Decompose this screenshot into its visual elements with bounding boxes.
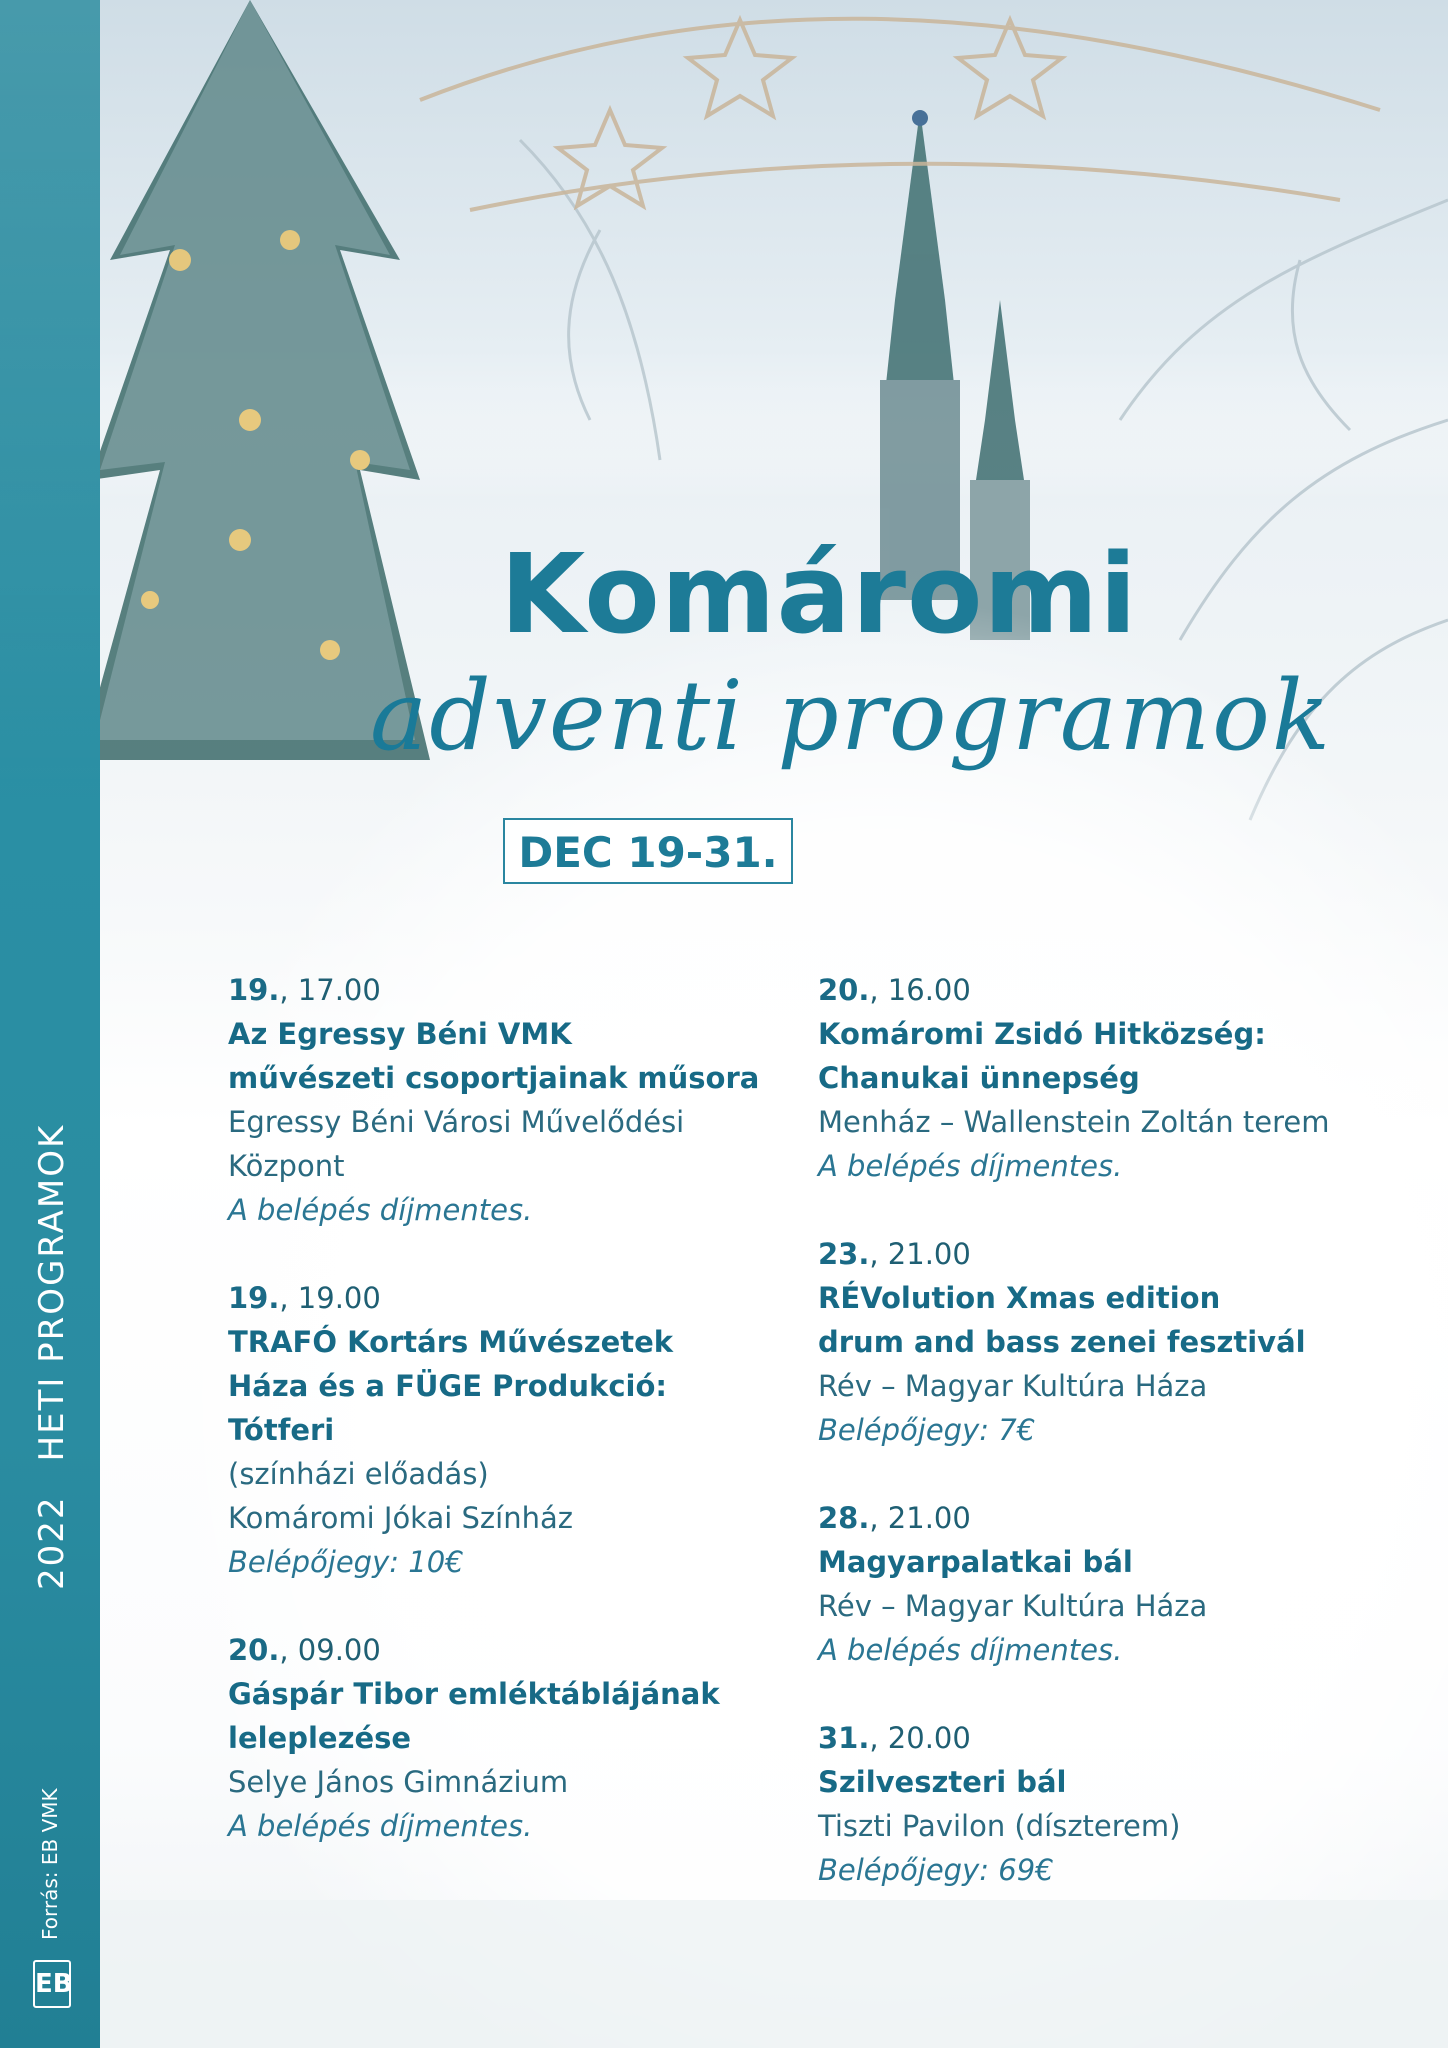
- event-day: 20.: [228, 1633, 280, 1667]
- event-time: , 21.00: [869, 1501, 971, 1535]
- event-date-time: [818, 1496, 1378, 1540]
- event-title: Az Egressy Béni VMK: [228, 1017, 572, 1051]
- event-item: [818, 1716, 1378, 1892]
- event-title: Magyarpalatkai bál: [818, 1545, 1133, 1579]
- event-item: [818, 1232, 1378, 1452]
- event-title: RÉVolution Xmas edition: [818, 1281, 1221, 1315]
- event-time: , 20.00: [869, 1721, 971, 1755]
- event-entry-note: A belépés díjmentes.: [818, 1633, 1123, 1667]
- eb-logo-icon: EB: [33, 1960, 71, 2008]
- event-title: drum and bass zenei fesztivál: [818, 1325, 1306, 1359]
- event-day: 28.: [818, 1501, 870, 1535]
- date-range-badge: DEC 19-31.: [503, 818, 793, 884]
- event-date-time: [818, 1232, 1378, 1276]
- event-entry-note: A belépés díjmentes.: [228, 1809, 533, 1843]
- event-day: 19.: [228, 1281, 280, 1315]
- event-title: Komáromi Zsidó Hitközség:: [818, 1017, 1266, 1051]
- event-item: [818, 968, 1378, 1188]
- event-entry-note: A belépés díjmentes.: [818, 1149, 1123, 1183]
- event-date-time: [818, 1716, 1378, 1760]
- event-title: leleplezése: [228, 1721, 412, 1755]
- sidebar-heading: [32, 1124, 72, 1590]
- page-title: Komáromi: [500, 530, 1138, 658]
- events-right-column: [818, 968, 1378, 1936]
- event-day: 31.: [818, 1721, 870, 1755]
- event-day: 19.: [228, 973, 280, 1007]
- event-venue: Selye János Gimnázium: [228, 1765, 569, 1799]
- event-time: , 17.00: [279, 973, 381, 1007]
- page-subtitle: adventi programok: [370, 660, 1333, 772]
- event-title: Chanukai ünnepség: [818, 1061, 1140, 1095]
- event-venue: Egressy Béni Városi Művelődési: [228, 1105, 685, 1139]
- event-time: , 16.00: [869, 973, 971, 1007]
- event-venue: Komáromi Jókai Színház: [228, 1501, 573, 1535]
- event-venue: Menház – Wallenstein Zoltán terem: [818, 1105, 1330, 1139]
- event-title: Szilveszteri bál: [818, 1765, 1067, 1799]
- sidebar-source: Forrás: EB VMK: [38, 1788, 62, 1940]
- event-entry-note: A belépés díjmentes.: [228, 1193, 533, 1227]
- sidebar-year: 2022: [32, 1495, 72, 1590]
- event-item: [228, 968, 788, 1232]
- event-entry-note: Belépőjegy: 10€: [228, 1545, 464, 1579]
- event-venue: Rév – Magyar Kultúra Háza: [818, 1589, 1208, 1623]
- sidebar-texture: [0, 0, 100, 900]
- event-date-time: [228, 1628, 788, 1672]
- event-date-time: [228, 1276, 788, 1320]
- event-day: 23.: [818, 1237, 870, 1271]
- event-entry-note: Belépőjegy: 7€: [818, 1413, 1036, 1447]
- event-venue: Rév – Magyar Kultúra Háza: [818, 1369, 1208, 1403]
- event-time: , 19.00: [279, 1281, 381, 1315]
- events-left-column: [228, 968, 788, 1892]
- event-title: Háza és a FÜGE Produkció:: [228, 1369, 667, 1403]
- event-title: TRAFÓ Kortárs Művészetek: [228, 1325, 674, 1359]
- event-date-time: [818, 968, 1378, 1012]
- sidebar-section: HETI PROGRAMOK: [32, 1123, 72, 1462]
- event-venue: (színházi előadás): [228, 1457, 489, 1491]
- event-item: [228, 1276, 788, 1584]
- event-entry-note: Belépőjegy: 69€: [818, 1853, 1054, 1887]
- event-venue: Központ: [228, 1149, 345, 1183]
- event-item: [818, 1496, 1378, 1672]
- event-title: művészeti csoportjainak műsora: [228, 1061, 760, 1095]
- event-date-time: [228, 968, 788, 1012]
- event-item: [228, 1628, 788, 1848]
- event-title: Gáspár Tibor emléktáblájának: [228, 1677, 720, 1711]
- event-title: Tótferi: [228, 1413, 335, 1447]
- event-venue: Tiszti Pavilon (díszterem): [818, 1809, 1181, 1843]
- event-day: 20.: [818, 973, 870, 1007]
- event-time: , 21.00: [869, 1237, 971, 1271]
- event-time: , 09.00: [279, 1633, 381, 1667]
